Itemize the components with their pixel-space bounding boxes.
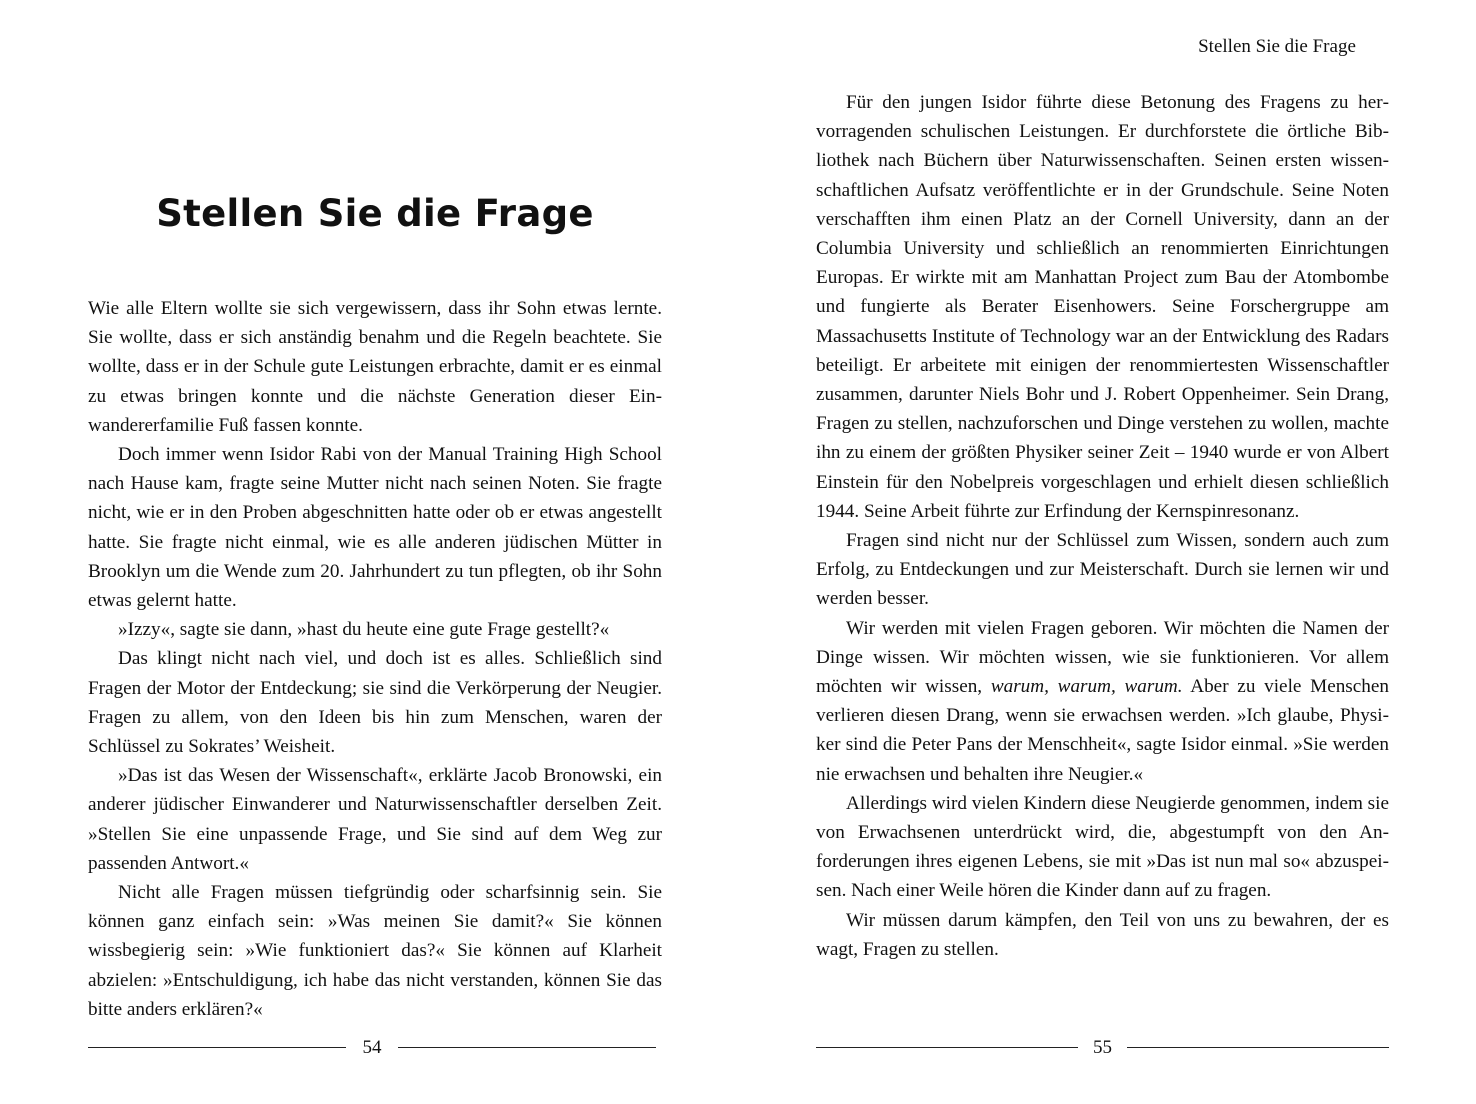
paragraph: »Izzy«, sagte sie dann, »hast du heute eine gute Frage gestellt?« (118, 619, 610, 641)
paragraph: Wie alle Eltern wollte sie sich vergewissern, dass ihr Sohn etwas lernte. Sie wollte, dass er sich anständig benahm und die Regeln beachtete. Sie wollte, dass er in der Schule gute Leistungen erbrachte, damit er es einmal zu etwas bringen konnte und die nächste Generation dieser Einwandererfamilie Fuß fassen konnte. (88, 298, 662, 436)
paragraph: Doch immer wenn Isidor Rabi von der Manual Training High School nach Hause kam, fragte seine Mutter nicht nach seinen Noten. Sie fragte nicht, wie er in den Proben abgeschnitten hatte oder ob er etwas angestellt hatte. Sie fragte nicht einmal, wie es alle anderen jüdischen Mütter in Brooklyn um die Wende zum 20. Jahrhundert zu tun pflegten, ob ihr Sohn etwas gelernt hatte. (88, 444, 662, 612)
paragraph: Fragen sind nicht nur der Schlüssel zum Wissen, sondern auch zum Erfolg, zu Entdeckungen und zur Meisterschaft. Durch sie lernen wir und werden besser. (816, 530, 1389, 610)
page-number: 54 (362, 1037, 382, 1058)
footer-rule-right (398, 1047, 656, 1048)
paragraph: Für den jungen Isidor führte diese Betonung des Fragens zu hervorragenden schulischen Leistungen. Er durchforstete die örtliche Bibliothek nach Büchern über Naturwissenschaften. Seinen ersten wissenschaftlichen Aufsatz veröffentlichte er in der Grundschule. Seine Noten verschafften ihm einen Platz an der Cornell University, dann an der Columbia University und schließlich an renommierten Einrichtungen Europas. Er wirkte mit am Manhattan Project zum Bau der Atombombe und fungierte als Berater Eisenhowers. Seine Forschergruppe am Massachusetts Institute of Technology war an der Entwicklung des Radars beteiligt. Er arbeitete mit einigen der renommiertesten Wissenschaftler zusammen, darunter Niels Bohr und J. Robert Oppenheimer. Sein Drang, Fragen zu stellen, nachzuforschen und Dinge verstehen zu wollen, machte ihn zu einem der größten Physiker seiner Zeit – 1940 wurde er von Albert Einstein für den Nobelpreis vorgeschlagen und erhielt diesen schließlich 1944. Seine Arbeit führte zur Erfindung der Kernspinresonanz. (816, 92, 1389, 522)
page-footer (88, 1034, 656, 1062)
paragraph: Allerdings wird vielen Kindern diese Neugierde genommen, indem sie von Erwachsenen unterdrückt wird, die, abgestumpft von den Anforderungen ihres eigenen Lebens, sie mit »Das ist nun mal so« abzuspeisen. Nach einer Weile hören die Kinder dann auf zu fragen. (816, 792, 1389, 902)
page-footer (816, 1034, 1389, 1062)
paragraph-text: Wir werden mit vielen Fragen geboren. Wir möchten die Namen der Dinge wissen. Wir möchten wissen, wie sie funktionieren. Vor allem möchten wir wissen, (816, 617, 1389, 698)
page-number: 55 (1093, 1037, 1112, 1058)
emphasis-text: warum, warum, warum. (990, 676, 1183, 698)
chapter-title: Stellen Sie die Frage (156, 192, 594, 235)
paragraph: Das klingt nicht nach viel, und doch ist es alles. Schließlich sind Fragen der Motor der Entdeckung; sie sind die Verkörperung der Neugier. Fragen zu allem, von den Ideen bis hin zum Menschen, waren der Schlüssel zu Sokrates’ Weisheit. (88, 648, 662, 758)
right-page-body (816, 88, 1389, 964)
paragraph: Wir müssen darum kämpfen, den Teil von uns zu bewahren, der es wagt, Fragen zu stellen. (816, 909, 1389, 960)
left-page-body (88, 294, 662, 1024)
paragraph: »Das ist das Wesen der Wissenschaft«, erklärte Jacob Bronowski, ein anderer jüdischer Einwanderer und Naturwissenschaftler derselben Zeit. »Stellen Sie eine unpassende Frage, und Sie sind auf dem Weg zur passenden Antwort.« (88, 765, 662, 874)
paragraph (816, 614, 1389, 789)
footer-rule-right (1127, 1047, 1389, 1048)
paragraph: Nicht alle Fragen müssen tiefgründig oder scharfsinnig sein. Sie können ganz einfach sein: »Was meinen Sie damit?« Sie können wissbegierig sein: »Wie funktioniert das?« Sie können auf Klarheit abzielen: »Entschuldigung, ich habe das nicht verstanden, können Sie das bitte anders erklären?« (88, 882, 662, 1020)
right-page (738, 0, 1476, 1104)
paragraph-text: Aber zu viele Menschen verlieren diesen Drang, wenn sie erwachsen werden. »Ich glaube, Physiker sind die Peter Pans der Menschheit«, sagte Isidor einmal. »Sie werden nie erwachsen und behalten ihre Neugier.« (816, 676, 1389, 785)
running-head: Stellen Sie die Frage (1198, 36, 1356, 57)
